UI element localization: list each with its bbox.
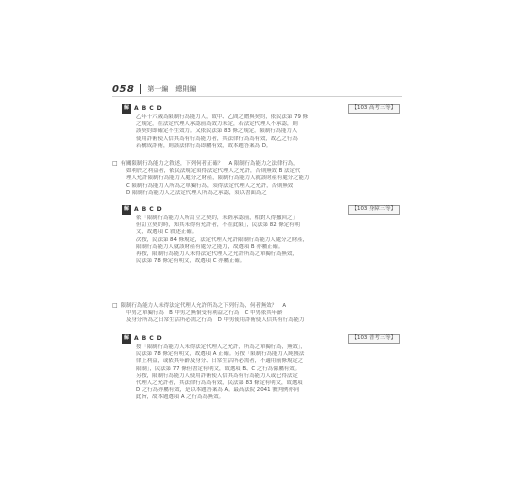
answer-tag: 解 <box>122 334 131 343</box>
explanation-line: 民法第 78 條定有明文，故選項 C 亦屬正確。 <box>136 258 246 265</box>
choice-d: D <box>156 335 162 343</box>
question-block-2 <box>112 302 402 325</box>
explanation-line: 限制行為能力人就該財產有處分之能力，故選項 B 亦屬正確。 <box>136 243 284 250</box>
answer-block-1 <box>122 104 400 150</box>
answer-tag: 解 <box>122 205 131 214</box>
explanation-line: 此旨，故本題選項 A 之行為為無效。 <box>136 394 224 401</box>
explanation-line: 代理人之允許者，其法律行為為有效，民法第 83 條定有明文，故選項 <box>136 380 303 387</box>
answer-choices <box>122 205 162 214</box>
question-line: D 限制行為能力人之法定代理人所為之承認，須以書面為之 <box>126 189 267 196</box>
explanation-line: 使用詐術使人信其為有行為能力者，其法律行為為有效，故乙之行為 <box>136 135 298 142</box>
explanation-line: 限制」，民法第 77 條但書定有明文，故選項 B、C 之行為係屬有效。 <box>136 365 301 372</box>
explanation-line: 若構成詐術，則該法律行為即屬有效，故本題答案為 D。 <box>136 142 272 149</box>
answer-choices <box>122 334 162 343</box>
explanation-line: 乙年十六歲為限制行為能力人，故甲、乙間之贈與契約，依民法第 79 條 <box>136 114 309 120</box>
answer-row <box>122 205 400 215</box>
choice-d: D <box>156 105 162 113</box>
question-line: 理人允許限制行為能力人處分之財產，限制行為能力人就該財產有處分之能力 <box>126 175 310 182</box>
chapter-title: 第一編 總則編 <box>147 85 197 93</box>
choice-a: A <box>134 206 139 214</box>
page-number: 058 <box>112 83 135 95</box>
question-line: 甲男之單獨行為 B 甲男之無償受有利益之行為 C 甲男依其年齡 <box>126 310 283 317</box>
choice-b: B <box>141 206 147 214</box>
choice-c: C <box>149 335 154 343</box>
question-line: 如利於之利益者，依民法規定須得法定代理人之允許，否則無效 B 法定代 <box>126 168 301 175</box>
checkbox-icon: □ <box>112 302 118 309</box>
choice-a: A <box>134 105 139 113</box>
answer-row <box>122 104 400 114</box>
answer-block-3 <box>122 334 400 402</box>
choice-c: C <box>149 105 154 113</box>
question-line: 及身分所為之日常生活所必需之行為 D 甲男使用詐術使人信其有行為能力 <box>126 317 305 324</box>
explanation-line: 次按，民法第 84 條規定，法定代理人允許限制行為能力人處分之財產， <box>136 236 309 243</box>
checkbox-icon: □ <box>112 160 118 167</box>
choice-b: B <box>141 105 147 113</box>
question-line: □ 有關限制行為能力之敘述，下列何者正確？ A 限制行為能力之法律行為， <box>112 160 299 167</box>
explanation-line: 但訂立契約時，知其未得有允許者，不在此限」，民法第 82 條定有明 <box>136 222 300 229</box>
explanation-line: 該契約即確定不生效力。又依民法第 83 條之規定，限制行為能力人 <box>136 128 298 135</box>
answer-block-2 <box>122 205 400 265</box>
choice-a: A <box>134 335 139 343</box>
explanation-line: 律上利益，或依其年齡及身分、日常生活所必需者，不適用前條規定之 <box>136 358 304 365</box>
explanation-line: 再按，限制行為能力人未得法定代理人之允許所為之單獨行為無效， <box>136 251 298 258</box>
choice-c: C <box>149 206 154 214</box>
explanation-line: 另按，限制行為能力人使用詐術使人信其為有行為能力人或已得法定 <box>136 372 298 379</box>
explanation-line: 依「限制行為能力人所訂立之契約，未經承認前，相對人得撤回之」 <box>136 215 298 221</box>
choice-b: B <box>141 335 147 343</box>
exam-source: 【103 高考三等】 <box>348 104 400 113</box>
explanation-line: 按「限制行為能力人未得法定代理人之允許，所為之單獨行為，無效」， <box>136 344 306 350</box>
answer-row <box>122 334 400 344</box>
answer-choices <box>122 104 162 113</box>
explanation-line: 民法第 78 條定有明文，故選項 A 正確。另按「限制行為能力人純獲法 <box>136 351 305 358</box>
exam-source: 【103 普考三等】 <box>348 334 400 343</box>
choice-d: D <box>156 206 162 214</box>
question-block-1 <box>112 160 402 197</box>
header-divider <box>140 84 141 94</box>
exam-source: 【103 身障三等】 <box>348 205 400 214</box>
explanation-line: D 之行為亦屬有效，是以本題答案為 A。最高法院 2041 號判例亦同 <box>136 387 300 394</box>
page-header <box>112 82 196 96</box>
explanation-line: 文，故選項 C 敘述正確。 <box>136 229 198 236</box>
header-rule <box>112 96 402 97</box>
question-line: C 限制行為能力人所為之單獨行為，須得法定代理人之允許，否則無效 <box>126 182 294 189</box>
question-line: □ 限制行為能力人未得法定代理人允許所為之下列行為，何者無效？ A <box>112 302 287 309</box>
answer-tag: 解 <box>122 104 131 113</box>
explanation-line: 之規定，在法定代理人承認前為效力未定，若法定代理人不承認，則 <box>136 121 298 128</box>
